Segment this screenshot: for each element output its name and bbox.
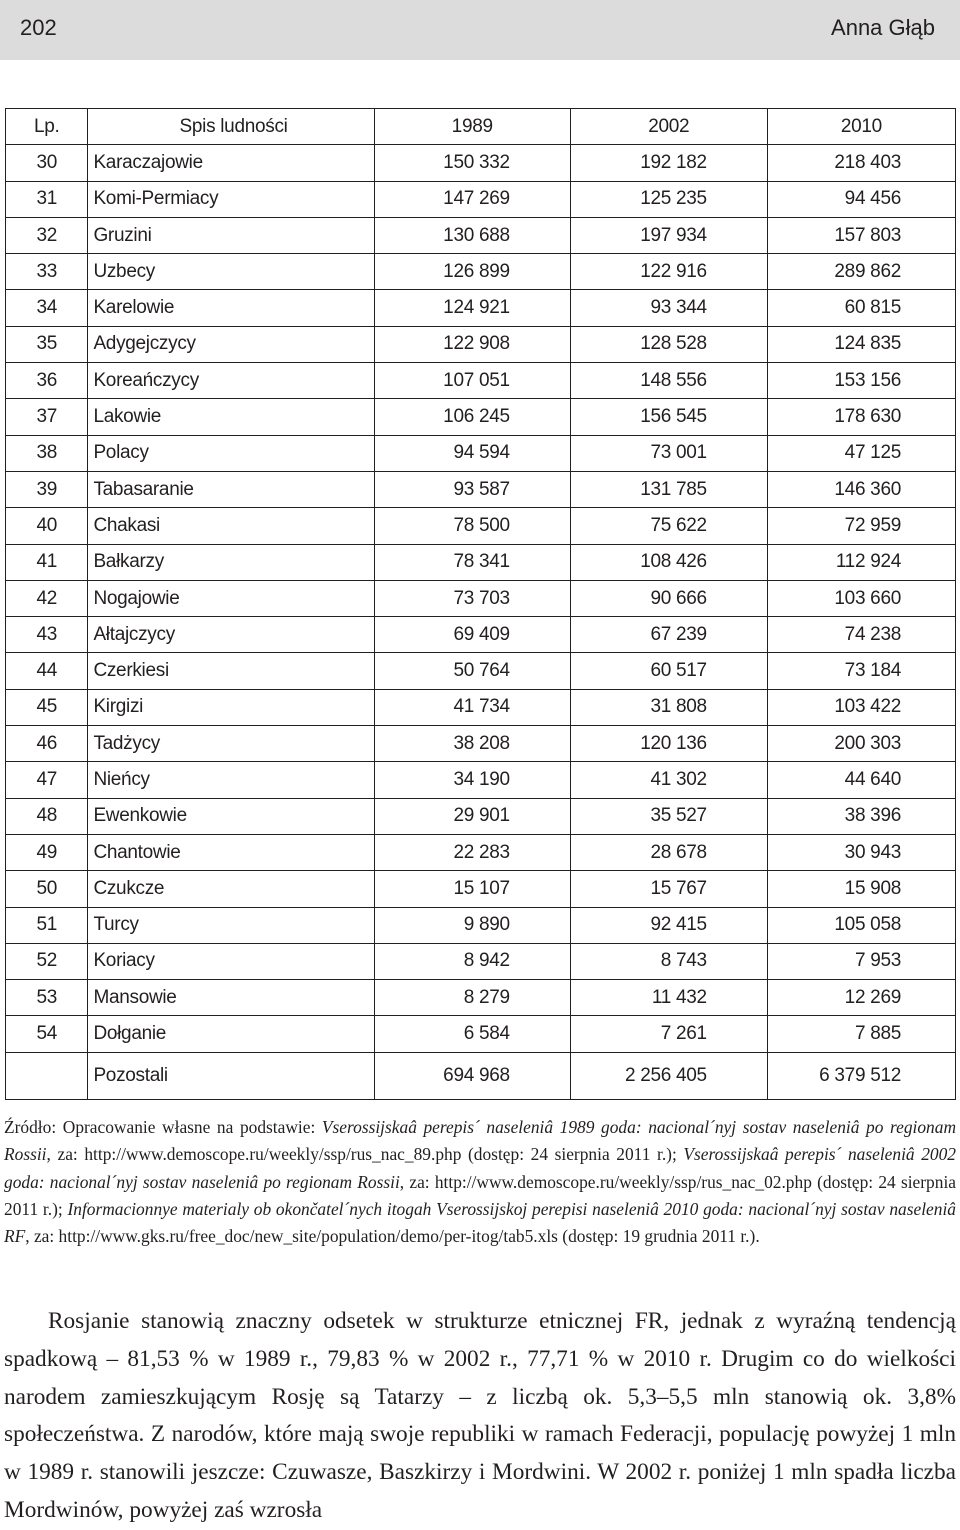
table-row [6, 254, 956, 290]
table-row [6, 943, 956, 979]
cell-nationality: Adygejczycy [88, 326, 374, 362]
table-row [6, 544, 956, 580]
cell-2002: 31 808 [570, 689, 767, 725]
cell-1989: 8 279 [374, 980, 570, 1016]
cell-2010: 200 303 [767, 726, 955, 762]
cell-2010: 6 379 512 [767, 1052, 955, 1099]
cell-1989: 122 908 [374, 326, 570, 362]
cell-2010: 103 422 [767, 689, 955, 725]
cell-2010: 15 908 [767, 871, 955, 907]
cell-2002: 93 344 [570, 290, 767, 326]
cell-2010: 218 403 [767, 145, 955, 181]
cell-1989: 15 107 [374, 871, 570, 907]
cell-1989: 150 332 [374, 145, 570, 181]
cell-1989: 6 584 [374, 1016, 570, 1052]
cell-2010: 289 862 [767, 254, 955, 290]
cell-nationality: Karaczajowie [88, 145, 374, 181]
cell-1989: 69 409 [374, 617, 570, 653]
cell-lp: 40 [6, 508, 88, 544]
column-header-1989: 1989 [374, 109, 570, 145]
cell-2002: 148 556 [570, 363, 767, 399]
cell-1989: 34 190 [374, 762, 570, 798]
cell-2002: 67 239 [570, 617, 767, 653]
table-row [6, 871, 956, 907]
table-row [6, 907, 956, 943]
cell-2010: 72 959 [767, 508, 955, 544]
table-row [6, 798, 956, 834]
cell-lp: 42 [6, 580, 88, 616]
cell-lp: 52 [6, 943, 88, 979]
cell-nationality: Ałtajczycy [88, 617, 374, 653]
cell-lp: 44 [6, 653, 88, 689]
table-row [6, 1016, 956, 1052]
cell-nationality: Koreańczycy [88, 363, 374, 399]
cell-nationality: Dołganie [88, 1016, 374, 1052]
table-source-note [4, 1114, 956, 1250]
cell-lp: 46 [6, 726, 88, 762]
source-text: , za: http://www.demoscope.ru/weekly/ssp/rus_nac_89.php (dostęp: 24 sierpnia 2011 r.); [46, 1144, 684, 1165]
cell-1989: 41 734 [374, 689, 570, 725]
cell-2010: 38 396 [767, 798, 955, 834]
cell-2010: 153 156 [767, 363, 955, 399]
cell-1989: 694 968 [374, 1052, 570, 1099]
cell-2002: 41 302 [570, 762, 767, 798]
table-row [6, 471, 956, 507]
table-row [6, 217, 956, 253]
cell-2010: 12 269 [767, 980, 955, 1016]
cell-lp: 35 [6, 326, 88, 362]
cell-lp: 51 [6, 907, 88, 943]
source-title-2010: Informacionnye materialy ob okončatel´nych itogah Vserossijskoj perepisi naseleniâ 2010 goda: nacional´nyj sostav naseleniâ RF [4, 1198, 956, 1247]
cell-nationality: Nogajowie [88, 580, 374, 616]
cell-2002: 28 678 [570, 834, 767, 870]
cell-lp: 32 [6, 217, 88, 253]
cell-lp: 53 [6, 980, 88, 1016]
cell-1989: 93 587 [374, 471, 570, 507]
table-row [6, 980, 956, 1016]
source-text: , za: http://www.demoscope.ru/weekly/ssp/rus_nac_02.php (dostęp: 24 sierpnia 2011 r.); [4, 1171, 956, 1219]
cell-nationality: Koriacy [88, 943, 374, 979]
cell-1989: 73 703 [374, 580, 570, 616]
cell-2010: 105 058 [767, 907, 955, 943]
table-row [6, 580, 956, 616]
table-header-row [6, 109, 956, 145]
cell-lp: 54 [6, 1016, 88, 1052]
cell-2002: 75 622 [570, 508, 767, 544]
body-paragraph-text: Rosjanie stanowią znaczny odsetek w strukturze etnicznej FR, jednak z wyraźną tendencją spadkową – 81,53 % w 1989 r., 79,83 % w 2002 r., 77,71 % w 2010 r. Drugim co do wielkości narodem zamieszkującym Rosję są Tatarzy – z liczbą ok. 5,3–5,5 mln stanowią ok. 3,8% społeczeństwa. Z narodów, które mają swoje republiki w ramach Federacji, populację powyżej 1 mln w 1989 r. stanowili jeszcze: Czuwasze, Baszkirzy i Mordwini. W 2002 r. poniżej 1 mln spadła liczba Mordwinów, powyżej zaś wzrosła [4, 1308, 956, 1523]
cell-1989: 126 899 [374, 254, 570, 290]
cell-1989: 130 688 [374, 217, 570, 253]
cell-1989: 107 051 [374, 363, 570, 399]
cell-2010: 30 943 [767, 834, 955, 870]
cell-2010: 7 885 [767, 1016, 955, 1052]
cell-2002: 73 001 [570, 435, 767, 471]
table-row [6, 326, 956, 362]
cell-2002: 60 517 [570, 653, 767, 689]
cell-nationality: Polacy [88, 435, 374, 471]
cell-1989: 94 594 [374, 435, 570, 471]
cell-nationality: Czukcze [88, 871, 374, 907]
cell-nationality: Chakasi [88, 508, 374, 544]
cell-2002: 8 743 [570, 943, 767, 979]
cell-2010: 178 630 [767, 399, 955, 435]
column-header-lp: Lp. [6, 109, 88, 145]
source-title-2002: Vserossijskaâ perepis´ naseleniâ 2002 goda: nacional´nyj sostav naseleniâ po regionam Rossii [4, 1144, 956, 1192]
cell-nationality: Komi-Permiacy [88, 181, 374, 217]
cell-1989: 50 764 [374, 653, 570, 689]
table-row [6, 762, 956, 798]
cell-lp: 38 [6, 435, 88, 471]
cell-2010: 74 238 [767, 617, 955, 653]
cell-lp: 31 [6, 181, 88, 217]
cell-2002: 125 235 [570, 181, 767, 217]
cell-lp [6, 1052, 88, 1099]
cell-lp: 43 [6, 617, 88, 653]
cell-nationality: Lakowie [88, 399, 374, 435]
cell-2002: 128 528 [570, 326, 767, 362]
cell-nationality: Karelowie [88, 290, 374, 326]
cell-2002: 11 432 [570, 980, 767, 1016]
cell-1989: 78 500 [374, 508, 570, 544]
cell-lp: 37 [6, 399, 88, 435]
table-row [6, 653, 956, 689]
cell-2002: 197 934 [570, 217, 767, 253]
cell-lp: 36 [6, 363, 88, 399]
column-header-2002: 2002 [570, 109, 767, 145]
cell-lp: 33 [6, 254, 88, 290]
cell-2010: 60 815 [767, 290, 955, 326]
cell-nationality: Chantowie [88, 834, 374, 870]
cell-lp: 39 [6, 471, 88, 507]
cell-2002: 35 527 [570, 798, 767, 834]
cell-2002: 156 545 [570, 399, 767, 435]
cell-2002: 92 415 [570, 907, 767, 943]
cell-lp: 48 [6, 798, 88, 834]
cell-nationality: Nieńcy [88, 762, 374, 798]
cell-lp: 30 [6, 145, 88, 181]
cell-nationality: Czerkiesi [88, 653, 374, 689]
cell-nationality: Bałkarzy [88, 544, 374, 580]
cell-2010: 124 835 [767, 326, 955, 362]
table-row [6, 399, 956, 435]
cell-1989: 147 269 [374, 181, 570, 217]
cell-lp: 41 [6, 544, 88, 580]
table-row [6, 435, 956, 471]
body-paragraph [4, 1303, 956, 1530]
cell-2002: 120 136 [570, 726, 767, 762]
cell-1989: 29 901 [374, 798, 570, 834]
cell-2002: 7 261 [570, 1016, 767, 1052]
cell-lp: 50 [6, 871, 88, 907]
cell-lp: 45 [6, 689, 88, 725]
source-text: Źródło: Opracowanie własne na podstawie: [4, 1117, 322, 1137]
cell-nationality: Uzbecy [88, 254, 374, 290]
cell-nationality: Kirgizi [88, 689, 374, 725]
cell-2010: 47 125 [767, 435, 955, 471]
cell-2002: 108 426 [570, 544, 767, 580]
cell-2002: 2 256 405 [570, 1052, 767, 1099]
table-row [6, 181, 956, 217]
cell-nationality: Mansowie [88, 980, 374, 1016]
cell-2010: 157 803 [767, 217, 955, 253]
column-header-2010: 2010 [767, 109, 955, 145]
cell-nationality: Tabasaranie [88, 471, 374, 507]
running-header-author: Anna Głąb [831, 15, 935, 40]
census-table [5, 108, 956, 1100]
cell-1989: 38 208 [374, 726, 570, 762]
cell-1989: 22 283 [374, 834, 570, 870]
table-row [6, 617, 956, 653]
table-total-row [6, 1052, 956, 1099]
cell-lp: 47 [6, 762, 88, 798]
column-header-census: Spis ludności [88, 109, 374, 145]
cell-2002: 122 916 [570, 254, 767, 290]
cell-2010: 146 360 [767, 471, 955, 507]
cell-2010: 73 184 [767, 653, 955, 689]
source-text: , za: http://www.gks.ru/free_doc/new_site/population/demo/per-itog/tab5.xls (dostęp: 19 grudnia 2011 r.). [25, 1226, 760, 1247]
table-row [6, 508, 956, 544]
cell-nationality: Ewenkowie [88, 798, 374, 834]
table-row [6, 290, 956, 326]
cell-nationality: Pozostali [88, 1052, 374, 1099]
cell-1989: 106 245 [374, 399, 570, 435]
cell-lp: 34 [6, 290, 88, 326]
table-row [6, 726, 956, 762]
cell-1989: 124 921 [374, 290, 570, 326]
cell-2002: 90 666 [570, 580, 767, 616]
cell-1989: 8 942 [374, 943, 570, 979]
source-title-1989: Vserossijskaâ perepis´ naseleniâ 1989 goda: nacional´nyj sostav naseleniâ po regionam Rossii [4, 1117, 957, 1165]
table-row [6, 145, 956, 181]
cell-2002: 192 182 [570, 145, 767, 181]
cell-2010: 7 953 [767, 943, 955, 979]
cell-1989: 9 890 [374, 907, 570, 943]
cell-lp: 49 [6, 834, 88, 870]
table-row [6, 834, 956, 870]
page-number: 202 [20, 15, 57, 40]
cell-nationality: Gruzini [88, 217, 374, 253]
cell-2010: 44 640 [767, 762, 955, 798]
cell-nationality: Turcy [88, 907, 374, 943]
table-row [6, 689, 956, 725]
cell-nationality: Tadżycy [88, 726, 374, 762]
cell-2002: 15 767 [570, 871, 767, 907]
cell-2002: 131 785 [570, 471, 767, 507]
cell-1989: 78 341 [374, 544, 570, 580]
cell-2010: 94 456 [767, 181, 955, 217]
cell-2010: 103 660 [767, 580, 955, 616]
table-row [6, 363, 956, 399]
running-header [0, 0, 960, 60]
cell-2010: 112 924 [767, 544, 955, 580]
